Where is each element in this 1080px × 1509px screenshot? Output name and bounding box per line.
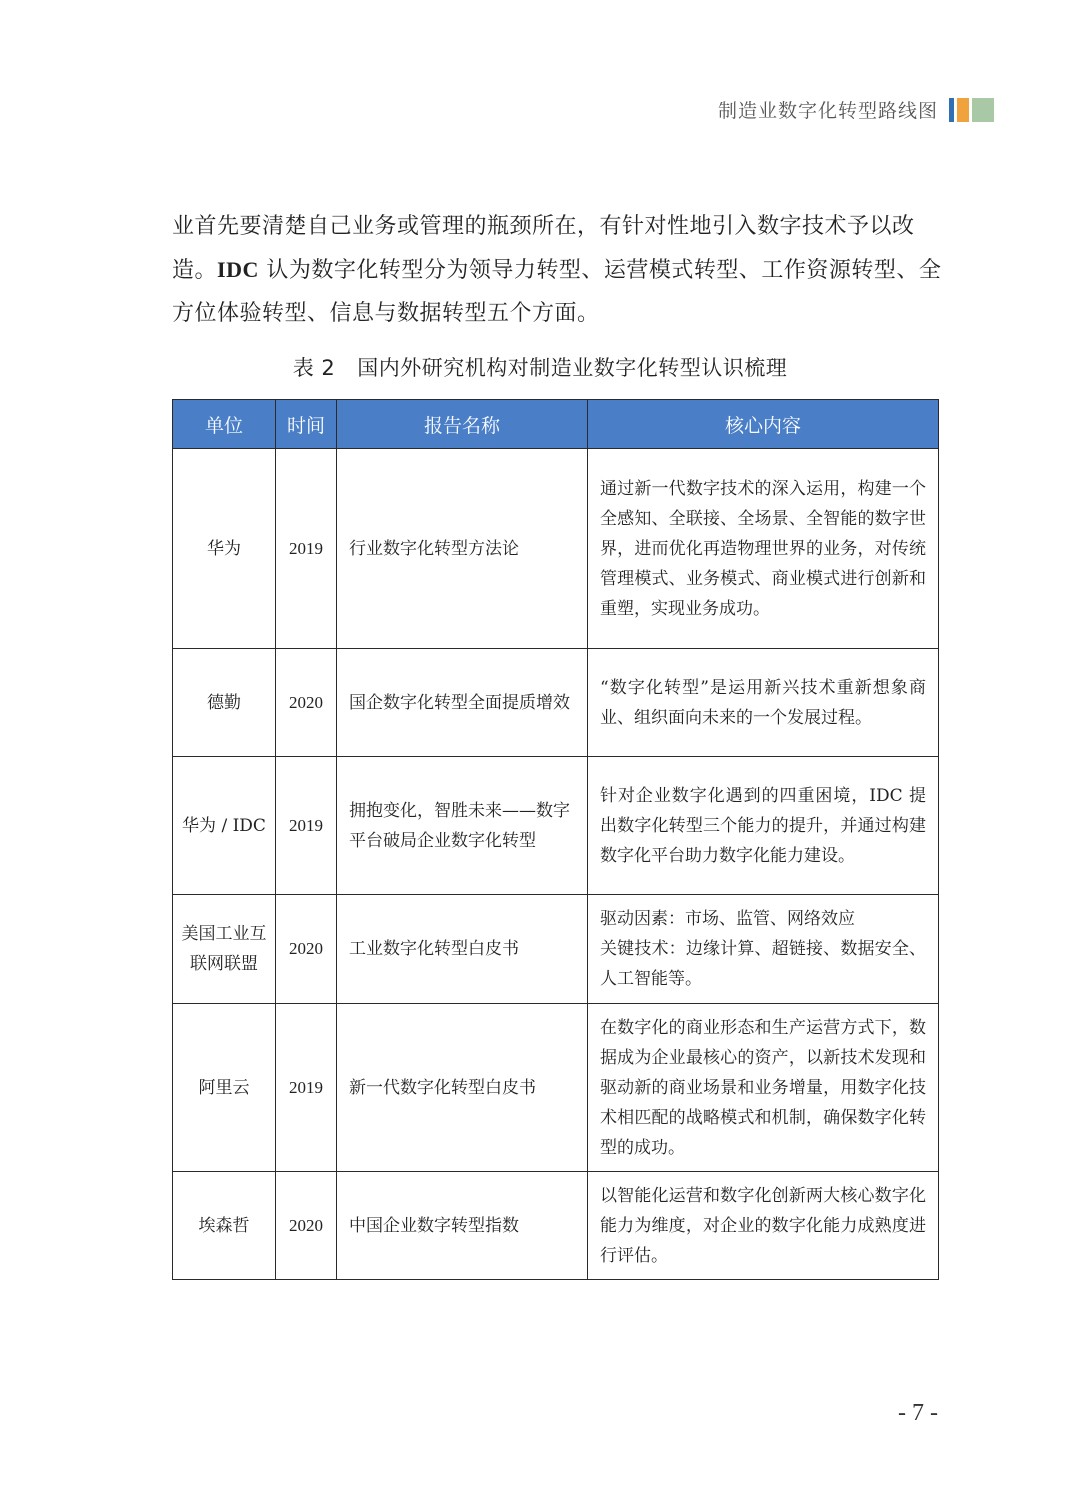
header-accent-bar-green — [972, 98, 994, 122]
col-header-core: 核心内容 — [588, 400, 939, 449]
paragraph-text-2: 认为数字化转型分为领导力转型、运营模式转型、工作资源转型、全方位体验转型、信息与数据转型五个方面。 — [172, 258, 942, 326]
research-table — [172, 399, 939, 1280]
cell-core-content: 针对企业数字化遇到的四重困境，IDC 提出数字化转型三个能力的提升，并通过构建数字化平台助力数字化能力建设。 — [588, 757, 939, 895]
cell-report-title: 国企数字化转型全面提质增效 — [337, 649, 588, 757]
cell-year: 2020 — [276, 895, 337, 1004]
cell-year: 2020 — [276, 1172, 337, 1280]
cell-year: 2020 — [276, 649, 337, 757]
page-number: - 7 - — [898, 1400, 938, 1426]
table-row — [173, 1004, 939, 1172]
cell-year: 2019 — [276, 1004, 337, 1172]
cell-core-content: 以智能化运营和数字化创新两大核心数字化能力为维度，对企业的数字化能力成熟度进行评估。 — [588, 1172, 939, 1280]
running-header-title: 制造业数字化转型路线图 — [717, 100, 938, 122]
cell-org: 华为 / IDC — [173, 757, 276, 895]
body-paragraph — [172, 205, 942, 335]
table-header-row — [173, 400, 939, 449]
cell-core-content: 驱动因素：市场、监管、网络效应 关键技术：边缘计算、超链接、数据安全、人工智能等。 — [588, 895, 939, 1004]
cell-org: 阿里云 — [173, 1004, 276, 1172]
cell-report-title: 工业数字化转型白皮书 — [337, 895, 588, 1004]
header-accent-bar-blue — [949, 98, 954, 122]
col-header-org: 单位 — [173, 400, 276, 449]
col-header-year: 时间 — [276, 400, 337, 449]
table-row — [173, 895, 939, 1004]
cell-org: 华为 — [173, 449, 276, 649]
cell-org: 埃森哲 — [173, 1172, 276, 1280]
table-row — [173, 1172, 939, 1280]
header-accent-bar-orange — [957, 98, 969, 122]
cell-org: 德勤 — [173, 649, 276, 757]
col-header-title: 报告名称 — [337, 400, 588, 449]
cell-core-content: 通过新一代数字技术的深入运用，构建一个全感知、全联接、全场景、全智能的数字世界，进而优化再造物理世界的业务，对传统管理模式、业务模式、商业模式进行创新和重塑，实现业务成功。 — [588, 449, 939, 649]
cell-report-title: 新一代数字化转型白皮书 — [337, 1004, 588, 1172]
cell-core-content: 在数字化的商业形态和生产运营方式下，数据成为企业最核心的资产，以新技术发现和驱动新的商业场景和业务增量，用数字化技术相匹配的战略模式和机制，确保数字化转型的成功。 — [588, 1004, 939, 1172]
table-caption-title: 国内外研究机构对制造业数字化转型认识梳理 — [357, 356, 788, 380]
paragraph-text-1: 业首先要清楚自己业务或管理的瓶颈所在，有针对性地引入数字技术予以改造。 — [172, 214, 915, 283]
table-row — [173, 757, 939, 895]
running-header — [718, 96, 994, 123]
table-row — [173, 449, 939, 649]
paragraph-idc: IDC — [217, 257, 259, 282]
cell-org: 美国工业互联网联盟 — [173, 895, 276, 1004]
cell-report-title: 拥抱变化，智胜未来——数字平台破局企业数字化转型 — [337, 757, 588, 895]
cell-year: 2019 — [276, 449, 337, 649]
cell-report-title: 中国企业数字转型指数 — [337, 1172, 588, 1280]
cell-year: 2019 — [276, 757, 337, 895]
table-row — [173, 649, 939, 757]
cell-report-title: 行业数字化转型方法论 — [337, 449, 588, 649]
table-caption — [0, 352, 1080, 382]
table-caption-number: 表 2 — [292, 356, 336, 380]
cell-core-content: “数字化转型”是运用新兴技术重新想象商业、组织面向未来的一个发展过程。 — [588, 649, 939, 757]
